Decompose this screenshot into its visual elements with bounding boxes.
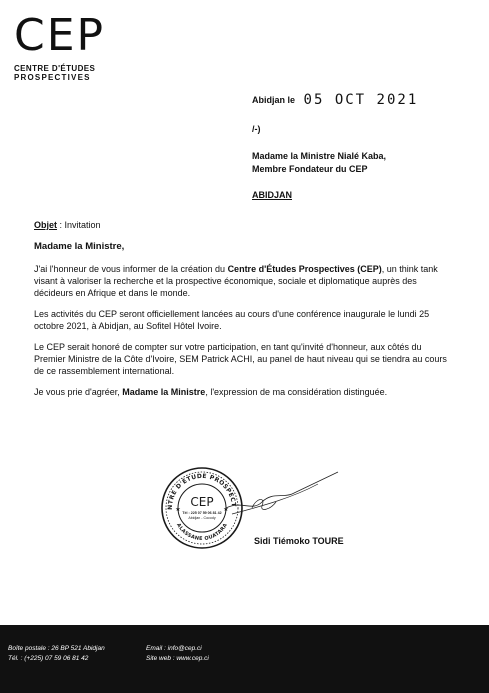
paragraph-3: Le CEP serait honoré de compter sur votre participation, en tant qu'invité d'honneur, aux côtés du Premier Ministre de la Côte d'Ivoire, SEM Patrick ACHI, au panel de haut niveau qui se tiendra au cours de ce rassemblement international. bbox=[34, 342, 447, 376]
cep-logo bbox=[14, 10, 134, 82]
footer-email[interactable]: Email : info@cep.ci bbox=[146, 645, 202, 652]
footer-contact-right bbox=[146, 644, 209, 664]
recipient-title: Membre Fondateur du CEP bbox=[252, 164, 368, 174]
footer-website[interactable]: Site web : www.cep.ci bbox=[146, 655, 209, 662]
reference-number: /-) bbox=[252, 124, 261, 134]
p4-text-a: Je vous prie d'agréer, bbox=[34, 387, 123, 397]
footer-contact-left bbox=[8, 644, 105, 664]
place-label: Abidjan le bbox=[252, 95, 296, 105]
logo-mark: CEP bbox=[14, 10, 106, 61]
signature-icon bbox=[222, 468, 342, 518]
logo-line2: PROSPECTIVES bbox=[14, 73, 91, 82]
seal-center-mark: CEP bbox=[190, 495, 214, 509]
paragraph-1 bbox=[34, 263, 454, 299]
paragraph-4 bbox=[34, 386, 454, 398]
signatory-name: Sidi Tiémoko TOURE bbox=[254, 536, 344, 546]
subject-value: : Invitation bbox=[57, 220, 101, 230]
subject-label: Objet bbox=[34, 220, 58, 230]
date-stamp: 05 OCT 2021 bbox=[303, 92, 419, 108]
salutation: Madame la Ministre, bbox=[34, 241, 125, 252]
date-line bbox=[252, 92, 418, 108]
subject-line bbox=[34, 219, 454, 231]
handwritten-signature bbox=[222, 468, 342, 518]
recipient-block bbox=[252, 150, 386, 176]
p1-text-c: , un think tank visant à valoriser la recherche et la prospective économique, sociale et diplomatique auprès des décideurs en Afrique et dans le monde. bbox=[34, 264, 438, 298]
recipient-name: Madame la Ministre Nialé Kaba, bbox=[252, 151, 387, 161]
p4-text-c: , l'expression de ma considération distinguée. bbox=[205, 387, 388, 397]
recipient-city: ABIDJAN bbox=[252, 190, 293, 200]
p1-org-name: Centre d'Études Prospectives (CEP) bbox=[227, 264, 382, 274]
star-icon-left: ★ bbox=[175, 507, 181, 513]
page-footer bbox=[0, 625, 489, 693]
seal-ring-bottom: ALASSANE OUATARA bbox=[175, 522, 229, 543]
p1-text-a: J'ai l'honneur de vous informer de la création du bbox=[34, 264, 228, 274]
p4-addressee: Madame la Ministre bbox=[122, 387, 206, 397]
footer-phone: Tél. : (+225) 07 59 06 81 42 bbox=[8, 655, 89, 662]
seal-phone: Tél : 225 07 59 06 81 42 bbox=[182, 511, 222, 515]
seal-place: Abidjan - Cocody bbox=[188, 516, 216, 520]
footer-postal: Boîte postale : 26 BP 521 Abidjan bbox=[8, 645, 105, 652]
star-icon-right: ★ bbox=[223, 507, 229, 513]
letter-body bbox=[34, 219, 454, 407]
logo-line1: CENTRE D'ÉTUDES bbox=[14, 64, 96, 73]
seal-ring-top: NTRE D'ÉTUDE PROSPECT bbox=[166, 472, 238, 510]
paragraph-2: Les activités du CEP seront officiellement lancées au cours d'une conférence inaugurale le lundi 25 octobre 2021, à Abidjan, au Sofitel Hôtel Ivoire. bbox=[34, 309, 430, 331]
